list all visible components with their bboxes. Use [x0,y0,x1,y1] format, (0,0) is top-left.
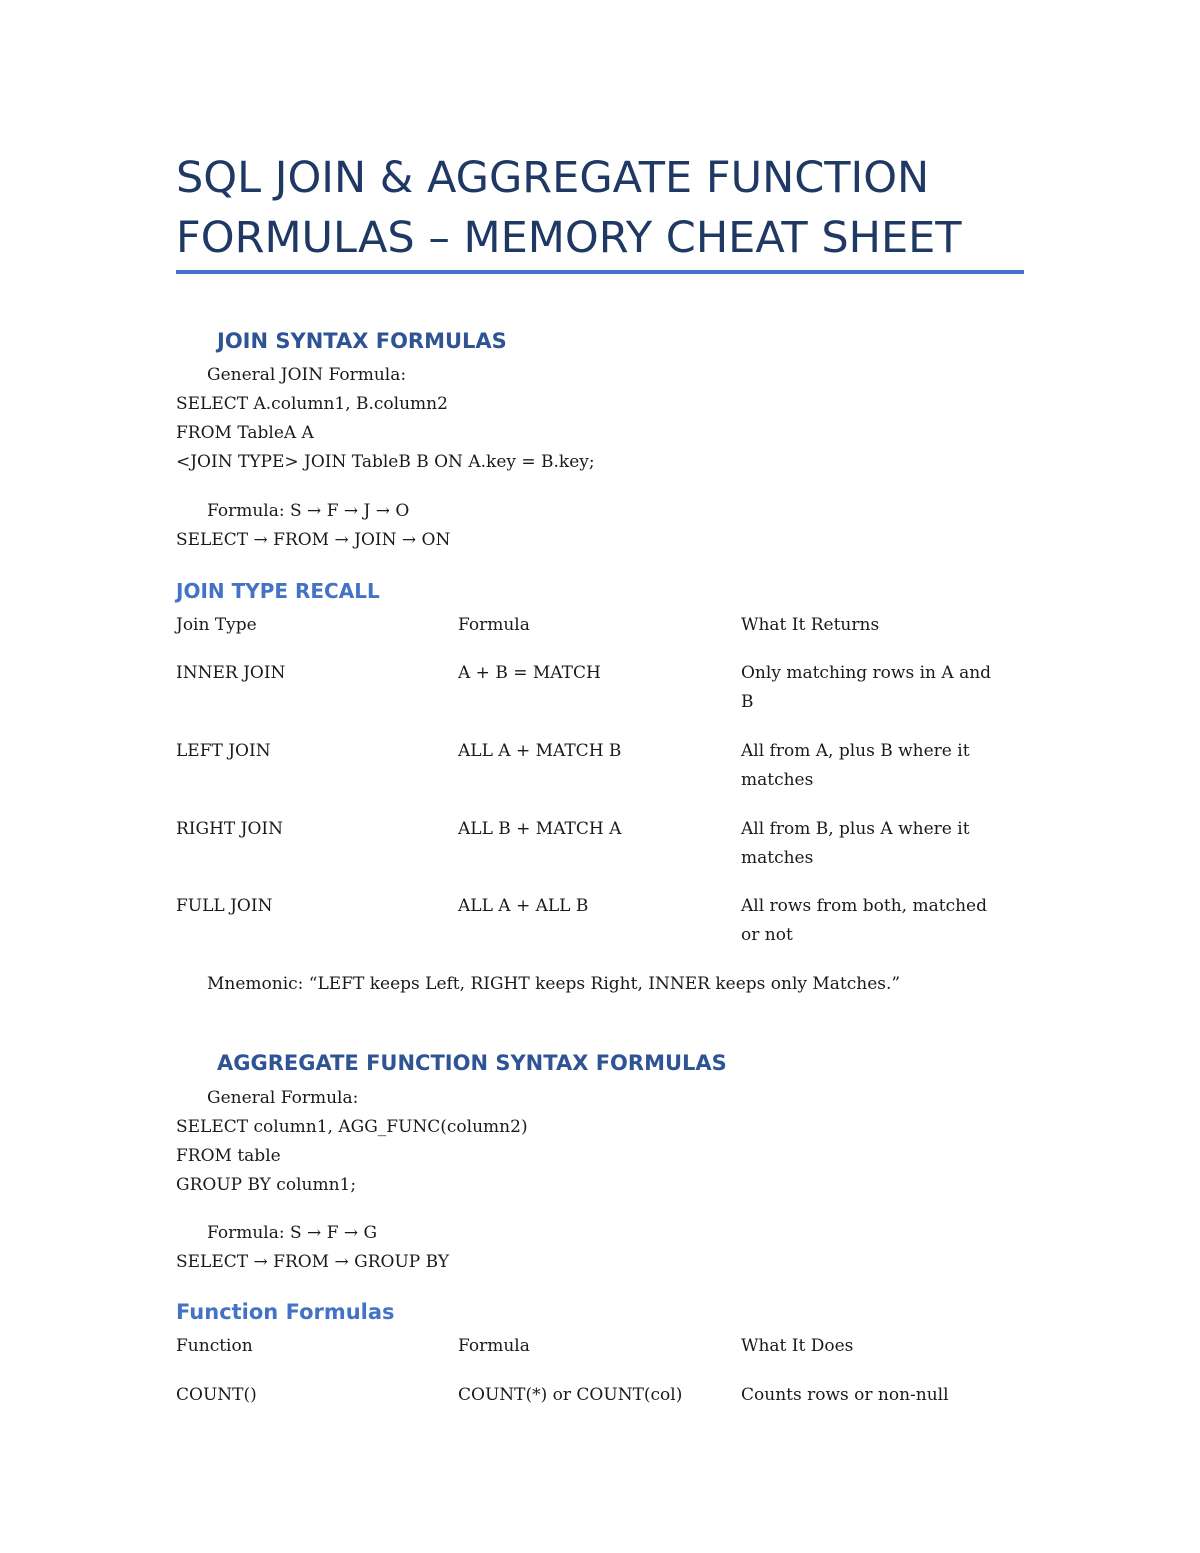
title-underline-rule [176,270,1024,274]
function-table-header-does: What It Does [741,1336,854,1356]
table-row-formula: ALL A + ALL B [458,896,589,916]
table-row-returns: Only matching rows in A and B [741,663,992,712]
join-mnemonic: Mnemonic: “LEFT keeps Left, RIGHT keeps Right, INNER keeps only Matches.” [207,974,901,994]
join-table-header-type: Join Type [176,615,257,635]
join-code-line-3: <JOIN TYPE> JOIN TableB B ON A.key = B.key; [176,452,595,472]
function-table-header-function: Function [176,1336,253,1356]
aggregate-general-label: General Formula: [207,1088,359,1108]
function-table-header-formula: Formula [458,1336,530,1356]
page-title-line-1: SQL JOIN & AGGREGATE FUNCTION [176,153,930,203]
table-row-type: INNER JOIN [176,663,286,683]
aggregate-code-line-2: FROM table [176,1146,281,1166]
table-row-returns: All from B, plus A where it matches [741,819,970,868]
aggregate-formula-label: Formula: S → F → G [207,1223,378,1243]
join-table-header-returns: What It Returns [741,615,880,635]
aggregate-syntax-heading: AGGREGATE FUNCTION SYNTAX FORMULAS [217,1051,727,1075]
table-row-returns: All rows from both, matched or not [741,896,987,945]
table-row-formula: COUNT(*) or COUNT(col) [458,1385,683,1405]
table-row-function: COUNT() [176,1385,257,1405]
join-code-line-1: SELECT A.column1, B.column2 [176,394,448,414]
join-recall-heading: JOIN TYPE RECALL [176,579,380,603]
table-row-returns: All from A, plus B where it matches [741,741,970,790]
aggregate-code-line-3: GROUP BY column1; [176,1175,357,1195]
join-general-label: General JOIN Formula: [207,365,407,385]
table-row-type: LEFT JOIN [176,741,271,761]
table-row-does: Counts rows or non-null [741,1385,949,1405]
join-formula-label: Formula: S → F → J → O [207,501,410,521]
table-row-type: RIGHT JOIN [176,819,284,839]
page-title-line-2: FORMULAS – MEMORY CHEAT SHEET [176,213,962,263]
join-table-header-formula: Formula [458,615,530,635]
join-syntax-heading: JOIN SYNTAX FORMULAS [217,329,507,353]
join-code-line-2: FROM TableA A [176,423,314,443]
table-row-type: FULL JOIN [176,896,273,916]
join-formula-expansion: SELECT → FROM → JOIN → ON [176,530,451,550]
page-title [176,148,1026,268]
table-row-formula: ALL A + MATCH B [458,741,622,761]
table-row-formula: A + B = MATCH [458,663,601,683]
aggregate-code-line-1: SELECT column1, AGG_FUNC(column2) [176,1117,528,1137]
function-formulas-heading: Function Formulas [176,1300,395,1324]
table-row-formula: ALL B + MATCH A [458,819,622,839]
aggregate-formula-expansion: SELECT → FROM → GROUP BY [176,1252,450,1272]
